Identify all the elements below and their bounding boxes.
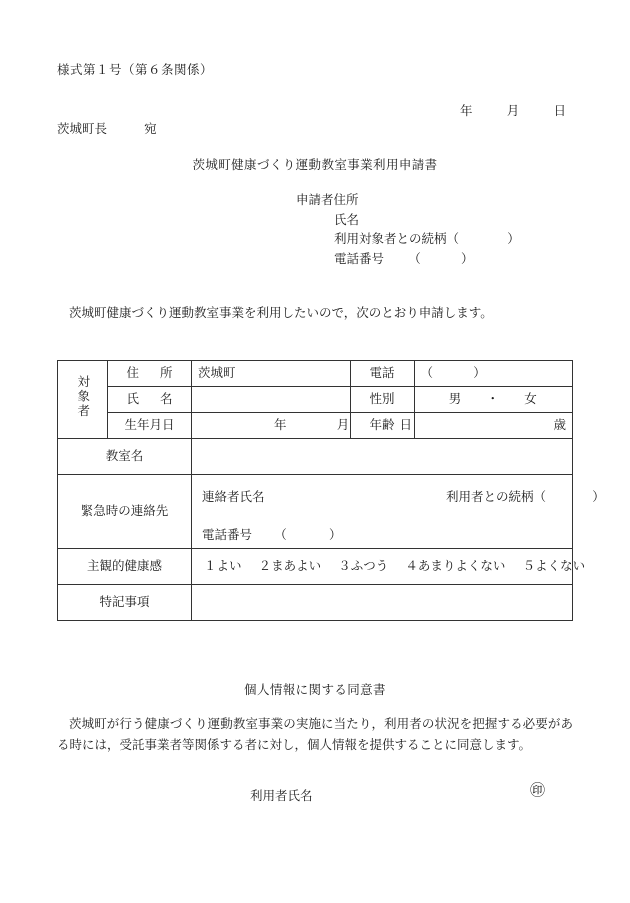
applicant-address-label: 申請者住所 [296, 193, 359, 207]
applicant-relation-row [296, 230, 520, 250]
class-name-value-cell[interactable] [192, 439, 573, 475]
table-row-health [58, 549, 573, 585]
subject-vertical-label: 対象者 [75, 375, 90, 419]
address-value-cell[interactable]: 茨城町 [192, 361, 351, 387]
emergency-relation-close: ） [592, 490, 605, 505]
health-option-2[interactable]: ２まあよい [258, 559, 322, 574]
address-label [127, 365, 173, 382]
signature-row [250, 783, 560, 804]
birthdate-year-label: 年 [274, 418, 287, 433]
sex-option-female[interactable]: 女 [524, 392, 538, 407]
health-option-4[interactable]: ４あまりよくない [405, 559, 506, 574]
health-value-cell[interactable] [192, 549, 586, 585]
address-label-char-2: 所 [159, 366, 173, 381]
sex-option-male[interactable]: 男 [448, 392, 463, 407]
emergency-relation-label: 利用者との続柄（ [446, 490, 547, 505]
sex-value-cell[interactable] [414, 387, 573, 413]
signature-label: 利用者氏名 [250, 789, 313, 803]
name-label-char-1: 氏 [126, 392, 140, 407]
emergency-label-cell: 緊急時の連絡先 [58, 475, 192, 549]
applicant-relation-close: ） [507, 232, 520, 246]
name-label-char-2: 名 [159, 392, 173, 407]
emergency-relation-group [446, 489, 605, 506]
emergency-phone-line [202, 506, 564, 544]
emergency-phone-close: ） [329, 528, 342, 542]
address-label-char-1: 住 [126, 366, 140, 381]
table-row-name [58, 387, 573, 413]
application-table [57, 360, 605, 621]
consent-title: 個人情報に関する同意書 [244, 683, 386, 697]
consent-paragraph: 茨城町が行う健康づくり運動教室事業の実施に当たり，利用者の状況を把握する必要がある時には，受託事業者等関係する者に対し，個人情報を提供することに同意します。 [57, 717, 573, 752]
emergency-phone-open: （ [274, 528, 287, 542]
health-label-cell: 主観的健康感 [58, 549, 192, 585]
health-option-5[interactable]: ５よくない [522, 559, 586, 574]
emergency-inner [198, 475, 605, 548]
applicant-phone-label: 電話番号 [334, 251, 385, 266]
addressee-line [57, 119, 157, 137]
age-label-cell: 年齢 [350, 413, 414, 439]
applicant-name-row [296, 211, 520, 231]
birthdate-month-label: 月 [336, 418, 350, 433]
name-label [127, 391, 173, 408]
birthdate-label-cell: 生年月日 [108, 413, 192, 439]
form-number: 様式第１号（第６条関係） [57, 63, 214, 77]
phone-value-cell[interactable] [414, 361, 573, 387]
health-options [198, 559, 599, 573]
name-label-cell [108, 387, 192, 413]
sex-label-cell: 性別 [350, 387, 414, 413]
applicant-phone-close: ） [461, 251, 474, 266]
applicant-name-label: 氏名 [334, 212, 360, 227]
table-row-notes [58, 585, 573, 621]
emergency-contact-name-label: 連絡者氏名 [202, 490, 265, 505]
addressee-name: 茨城町長 [57, 122, 108, 136]
applicant-address-row [296, 191, 520, 211]
emergency-value-cell[interactable] [192, 475, 605, 549]
emergency-phone-label: 電話番号 [202, 528, 253, 542]
lead-paragraph: 茨城町健康づくり運動教室事業を利用したいので，次のとおり申請します。 [69, 306, 493, 320]
address-label-cell [108, 361, 192, 387]
age-value-cell[interactable] [414, 413, 573, 439]
date-month-label: 月 [506, 104, 520, 118]
name-value-cell[interactable] [192, 387, 351, 413]
applicant-block [296, 191, 520, 269]
sex-separator: ・ [486, 392, 500, 407]
health-option-1[interactable]: １よい [204, 559, 242, 574]
applicant-phone-open: （ [408, 251, 421, 266]
date-year-label: 年 [460, 104, 473, 118]
subject-vertical-label-cell [58, 361, 108, 439]
document-title: 茨城町健康づくり運動教室事業利用申請書 [192, 158, 438, 172]
table-row-emergency [58, 475, 573, 549]
table-row-address [58, 361, 573, 387]
phone-open-paren: （ [420, 366, 434, 381]
date-day-label: 日 [553, 104, 567, 118]
seal-icon: ㊞ [530, 783, 546, 799]
notes-value-cell[interactable] [192, 585, 573, 621]
birthdate-day-label: 日 [399, 418, 413, 433]
health-option-3[interactable]: ３ふつう [338, 559, 389, 574]
class-name-label-cell: 教室名 [58, 439, 192, 475]
consent-body [57, 714, 573, 756]
phone-close-paren: ） [473, 366, 486, 381]
addressee-suffix: 宛 [144, 122, 157, 136]
applicant-relation-label: 利用対象者との続柄（ [334, 232, 460, 246]
table-row-class-name [58, 439, 573, 475]
age-unit: 歳 [553, 418, 566, 433]
date-line [460, 101, 566, 119]
notes-label-cell: 特記事項 [58, 585, 192, 621]
applicant-phone-row [296, 250, 520, 270]
emergency-contact-line [202, 481, 605, 506]
table-row-birthdate [58, 413, 573, 439]
phone-label-cell: 電話 [350, 361, 414, 387]
